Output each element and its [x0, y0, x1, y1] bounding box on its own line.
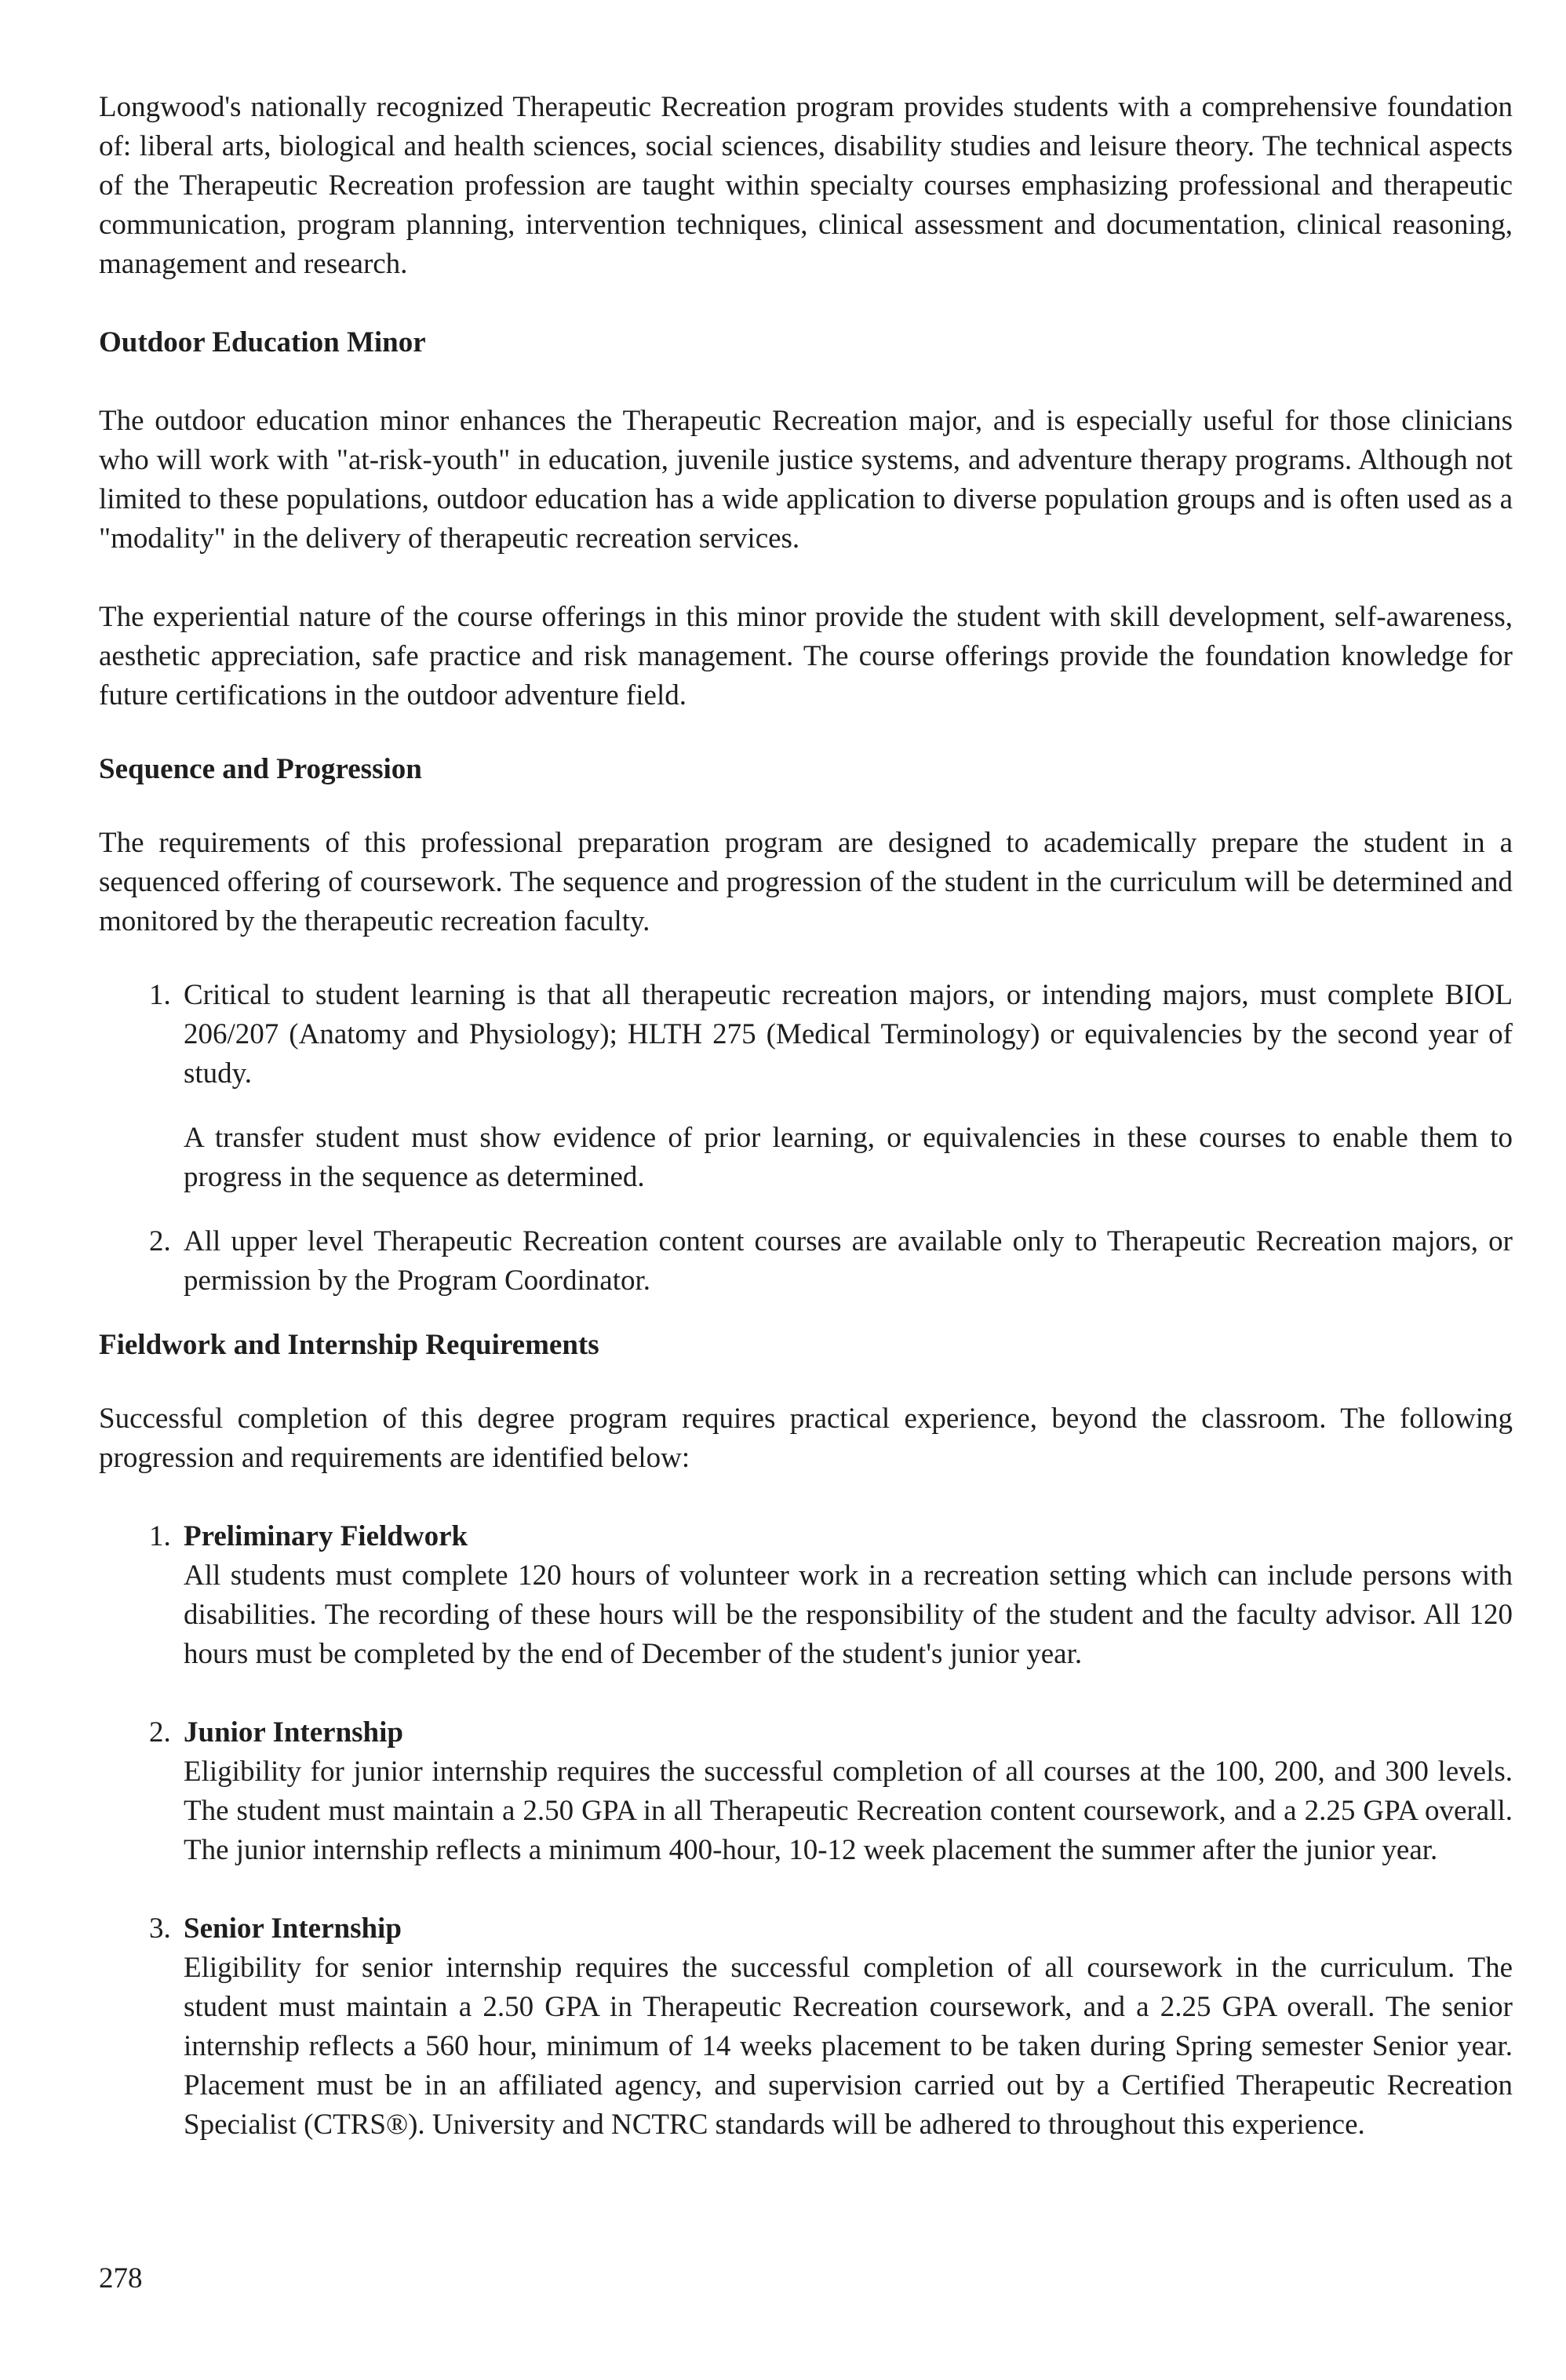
list-item [99, 1713, 1513, 1870]
list-item-text: All students must complete 120 hours of volunteer work in a recreation setting which can include persons with disabilities. The recording of these hours will be the responsibility of the student and the faculty advisor. All 120 hours must be completed by the end of December of the student's junior year. [184, 1559, 1513, 1670]
fieldwork-list [99, 1517, 1513, 2145]
list-item-text: Eligibility for junior internship requires the successful completion of all courses at the 100, 200, and 300 levels. The student must maintain a 2.50 GPA in all Therapeutic Recreation content coursework, and a 2.25 GPA overall. The junior internship reflects a minimum 400-hour, 10-12 week placement the summer after the junior year. [184, 1756, 1513, 1866]
list-item [99, 1909, 1513, 2145]
list-item-text: Critical to student learning is that all therapeutic recreation majors, or intending majors, must complete BIOL 206/207 (Anatomy and Physiology); HLTH 275 (Medical Terminology) or equivalencies by the second year of study. [184, 979, 1513, 1090]
fieldwork-paragraph: Successful completion of this degree program requires practical experience, beyond the classroom. The following progression and requirements are identified below: [99, 1403, 1513, 1474]
list-item-title: Senior Internship [184, 1912, 402, 1945]
fieldwork-heading: Fieldwork and Internship Requirements [99, 1329, 599, 1361]
sequence-heading: Sequence and Progression [99, 753, 422, 785]
outdoor-paragraph-1: The outdoor education minor enhances the Therapeutic Recreation major, and is especially useful for those clinicians who will work with "at-risk-youth" in education, juvenile justice systems, and adventure therapy programs. Although not limited to these populations, outdoor education has a wide application to diverse population groups and is often used as a "modality" in the delivery of therapeutic recreation services. [99, 405, 1513, 555]
list-item [99, 1517, 1513, 1674]
list-number: 1. [149, 979, 171, 1011]
page-number: 278 [99, 2262, 143, 2294]
document-page [99, 88, 1513, 2145]
intro-paragraph: Longwood's nationally recognized Therapeutic Recreation program provides students with a comprehensive foundation of: liberal arts, biological and health sciences, social sciences, disability studies and leisure theory. The technical aspects of the Therapeutic Recreation profession are taught within specialty courses emphasizing professional and therapeutic communication, program planning, intervention techniques, clinical assessment and documentation, clinical reasoning, management and research. [99, 91, 1513, 280]
list-item-text: A transfer student must show evidence of prior learning, or equivalencies in these courses to enable them to progress in the sequence as determined. [184, 1122, 1513, 1193]
list-number: 3. [149, 1912, 171, 1945]
outdoor-education-heading: Outdoor Education Minor [99, 326, 426, 358]
list-item [99, 976, 1513, 1197]
list-item-text: Eligibility for senior internship requires the successful completion of all coursework in the curriculum. The student must maintain a 2.50 GPA in Therapeutic Recreation coursework, and a 2.25 GPA overall. The senior internship reflects a 560 hour, minimum of 14 weeks placement to be taken during Spring semester Senior year. Placement must be in an affiliated agency, and supervision carried out by a Certified Therapeutic Recreation Specialist (CTRS®). University and NCTRC standards will be adhered to throughout this experience. [184, 1952, 1513, 2141]
sequence-paragraph: The requirements of this professional preparation program are designed to academically prepare the student in a sequenced offering of coursework. The sequence and progression of the student in the curriculum will be determined and monitored by the therapeutic recreation faculty. [99, 827, 1513, 937]
list-item-text: All upper level Therapeutic Recreation content courses are available only to Therapeutic Recreation majors, or permission by the Program Coordinator. [184, 1225, 1513, 1297]
outdoor-paragraph-2: The experiential nature of the course offerings in this minor provide the student with skill development, self-awareness, aesthetic appreciation, safe practice and risk management. The course offerings provide the foundation knowledge for future certifications in the outdoor adventure field. [99, 601, 1513, 711]
list-item-title: Junior Internship [184, 1716, 403, 1749]
sequence-list [99, 976, 1513, 1301]
list-item-title: Preliminary Fieldwork [184, 1520, 468, 1552]
list-number: 2. [149, 1716, 171, 1749]
list-item [99, 1222, 1513, 1301]
list-number: 1. [149, 1520, 171, 1552]
list-number: 2. [149, 1225, 171, 1257]
